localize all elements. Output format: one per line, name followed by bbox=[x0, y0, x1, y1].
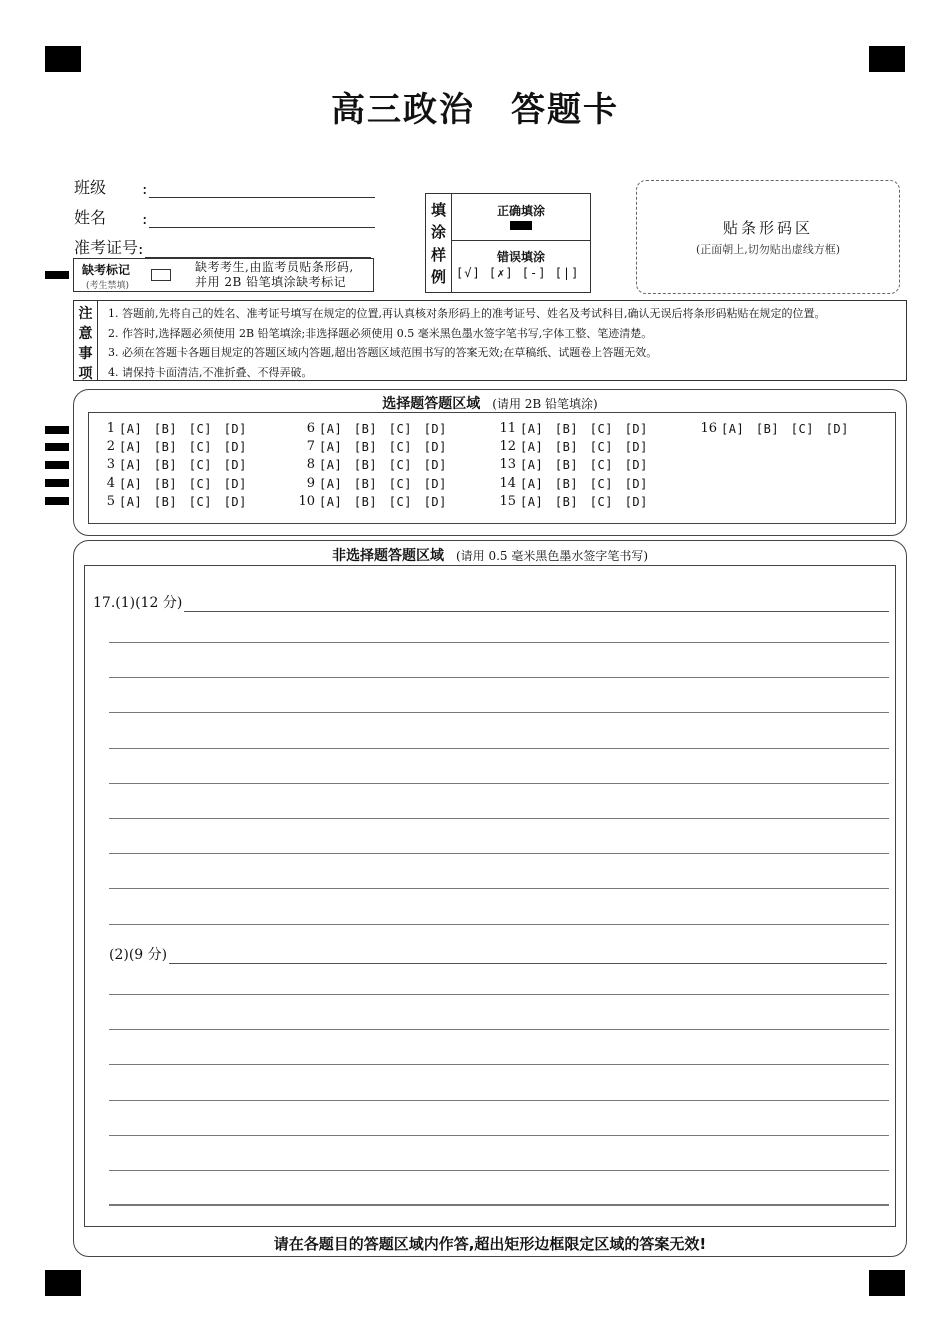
choice-answer-grid bbox=[88, 412, 896, 524]
exam-number-field[interactable]: 准考证号 : bbox=[74, 235, 371, 258]
question-17-part-2-label: (2)(9 分) bbox=[109, 947, 168, 963]
choice-question-row bbox=[295, 456, 447, 474]
question-number: 10 bbox=[298, 493, 315, 509]
question-17-part-1-label: 17.(1)(12 分) bbox=[93, 595, 183, 611]
absent-mark-panel bbox=[73, 258, 374, 292]
question-number: 15 bbox=[499, 493, 516, 509]
answer-options[interactable]: [A] [B] [C] [D] bbox=[319, 422, 447, 436]
title-subject: 高三政治 bbox=[331, 90, 475, 130]
answer-line[interactable] bbox=[109, 712, 889, 713]
choice-section bbox=[73, 389, 907, 536]
question-number: 16 bbox=[700, 421, 717, 436]
essay-footer-warning: 请在各题目的答题区域内作答,超出矩形边框限定区域的答案无效! bbox=[273, 1235, 707, 1253]
choice-question-row bbox=[496, 493, 648, 511]
question-number: 12 bbox=[499, 439, 516, 455]
name-input-line[interactable] bbox=[149, 213, 375, 228]
answer-line[interactable] bbox=[109, 1135, 889, 1136]
question-number: 6 bbox=[306, 421, 315, 436]
answer-line[interactable] bbox=[109, 994, 889, 995]
barcode-subtitle: (正面朝上,切勿贴出虚线方框) bbox=[695, 243, 841, 256]
choice-question-row bbox=[496, 438, 648, 456]
answer-line[interactable] bbox=[109, 1205, 889, 1206]
answer-line[interactable] bbox=[109, 888, 889, 889]
answer-options[interactable]: [A] [B] [C] [D] bbox=[119, 458, 247, 473]
corner-mark-bottom-right bbox=[869, 1270, 905, 1296]
answer-options[interactable]: [A] [B] [C] [D] bbox=[319, 458, 447, 473]
notes-panel bbox=[73, 300, 907, 381]
answer-options[interactable]: [A] [B] [C] [D] bbox=[119, 494, 247, 509]
side-timing-mark bbox=[45, 461, 69, 469]
answer-line[interactable] bbox=[109, 783, 889, 784]
sample-side-label: 填 涂 样 例 bbox=[426, 194, 452, 292]
answer-options[interactable]: [A] [B] [C] [D] bbox=[520, 440, 648, 455]
answer-options[interactable]: [A] [B] [C] [D] bbox=[119, 476, 247, 491]
sample-divider bbox=[452, 240, 590, 241]
choice-question-row bbox=[295, 438, 447, 456]
choice-column bbox=[697, 420, 849, 438]
answer-options[interactable]: [A] [B] [C] [D] bbox=[119, 422, 247, 436]
question-number: 8 bbox=[306, 457, 315, 473]
side-timing-mark bbox=[45, 479, 69, 487]
answer-line[interactable] bbox=[109, 1170, 889, 1171]
correct-fill-example bbox=[510, 221, 532, 230]
answer-line[interactable] bbox=[109, 1029, 889, 1030]
choice-question-row bbox=[496, 475, 648, 493]
corner-mark-top-left bbox=[45, 46, 81, 72]
answer-line[interactable] bbox=[109, 748, 889, 749]
answer-options[interactable]: [A] [B] [C] [D] bbox=[319, 476, 447, 491]
choice-section-title: 选择题答题区域 (请用 2B 铅笔填涂) bbox=[382, 396, 598, 412]
answer-options[interactable]: [A] [B] [C] [D] bbox=[520, 422, 648, 436]
choice-column bbox=[295, 420, 447, 511]
choice-question-row bbox=[697, 420, 849, 438]
answer-line[interactable] bbox=[109, 1100, 889, 1101]
answer-options[interactable]: [A] [B] [C] [D] bbox=[319, 440, 447, 455]
answer-options[interactable]: [A] [B] [C] [D] bbox=[520, 476, 648, 491]
answer-line[interactable] bbox=[109, 642, 889, 643]
title-card: 答题卡 bbox=[511, 90, 619, 130]
question-number: 7 bbox=[306, 439, 315, 455]
barcode-area bbox=[636, 180, 900, 294]
question-number: 1 bbox=[106, 421, 115, 436]
barcode-title: 贴条形码区 bbox=[722, 219, 813, 237]
choice-column bbox=[95, 420, 247, 511]
question-number: 4 bbox=[106, 475, 115, 491]
question-number: 13 bbox=[499, 457, 516, 473]
choice-question-row bbox=[496, 420, 648, 438]
exam-number-input-line[interactable] bbox=[145, 243, 371, 258]
side-timing-mark bbox=[45, 497, 69, 505]
answer-options[interactable]: [A] [B] [C] [D] bbox=[721, 422, 849, 436]
choice-column bbox=[496, 420, 648, 511]
wrong-fill-examples: [√] [✗] [-] [|] bbox=[456, 266, 580, 280]
answer-line[interactable] bbox=[109, 924, 889, 925]
choice-question-row bbox=[95, 493, 247, 511]
fill-sample-panel bbox=[425, 193, 591, 293]
absent-sub: (考生禁填) bbox=[86, 281, 130, 291]
side-timing-mark bbox=[45, 271, 69, 279]
note-item: 4. 请保持卡面清洁,不准折叠、不得弄破。 bbox=[108, 365, 313, 379]
question-number: 2 bbox=[106, 439, 115, 455]
question-number: 5 bbox=[106, 493, 115, 509]
question-number: 14 bbox=[499, 475, 516, 491]
class-input-line[interactable] bbox=[149, 183, 375, 198]
question-17-part-1-header bbox=[93, 592, 889, 612]
corner-mark-top-right bbox=[869, 46, 905, 72]
answer-line[interactable] bbox=[109, 853, 889, 854]
notes-side-label: 注 意 事 项 bbox=[74, 301, 98, 380]
answer-options[interactable]: [A] [B] [C] [D] bbox=[520, 494, 648, 509]
choice-question-row bbox=[496, 456, 648, 474]
choice-question-row bbox=[95, 456, 247, 474]
exam-number-label: 准考证号 bbox=[74, 238, 139, 257]
class-field[interactable]: 班级 : bbox=[74, 175, 375, 198]
choice-question-row bbox=[95, 420, 247, 438]
choice-question-row bbox=[295, 475, 447, 493]
answer-line[interactable] bbox=[109, 677, 889, 678]
question-17-part-2-header bbox=[109, 944, 887, 964]
choice-question-row bbox=[95, 475, 247, 493]
side-timing-mark bbox=[45, 443, 69, 451]
wrong-fill-label: 错误填涂 bbox=[496, 250, 545, 264]
absent-label: 缺考标记 bbox=[82, 263, 131, 277]
choice-question-row bbox=[95, 438, 247, 456]
choice-question-row bbox=[295, 420, 447, 438]
question-number: 3 bbox=[106, 457, 115, 473]
answer-options[interactable]: [A] [B] [C] [D] bbox=[119, 440, 247, 455]
essay-answer-box[interactable] bbox=[84, 565, 896, 1227]
choice-question-row bbox=[295, 493, 447, 511]
corner-mark-bottom-left bbox=[45, 1270, 81, 1296]
side-timing-mark bbox=[45, 426, 69, 434]
answer-line[interactable] bbox=[109, 1064, 889, 1065]
note-item: 3. 必须在答题卡各题目规定的答题区域内答题,超出答题区域范围书写的答案无效;在草稿纸、试题卷上答题无效。 bbox=[108, 346, 658, 359]
class-label: 班级 bbox=[74, 178, 107, 197]
essay-section-title: 非选择题答题区域 (请用 0.5 毫米黑色墨水签字笔书写) bbox=[331, 548, 649, 564]
name-label: 姓名 bbox=[74, 208, 107, 227]
name-field[interactable]: 姓名 : bbox=[74, 205, 375, 228]
answer-options[interactable]: [A] [B] [C] [D] bbox=[319, 494, 447, 509]
question-number: 9 bbox=[306, 475, 315, 491]
answer-line[interactable] bbox=[109, 818, 889, 819]
question-number: 11 bbox=[499, 421, 516, 436]
absent-description: 缺考考生,由监考员贴条形码, 并用 2B 铅笔填涂缺考标记 bbox=[195, 260, 354, 289]
note-item: 2. 作答时,选择题必须使用 2B 铅笔填涂;非选择题必须使用 0.5 毫米黑色墨水签字笔书写,字体工整、笔迹清楚。 bbox=[108, 326, 653, 340]
answer-line[interactable] bbox=[109, 1204, 889, 1205]
page-title bbox=[0, 82, 950, 131]
note-item: 1. 答题前,先将自己的姓名、准考证号填写在规定的位置,再认真核对条形码上的准考证号、姓名及考试科目,确认无误后将条形码粘贴在规定的位置。 bbox=[108, 307, 826, 320]
answer-options[interactable]: [A] [B] [C] [D] bbox=[520, 458, 648, 473]
absent-checkbox[interactable] bbox=[151, 269, 171, 281]
notes-list bbox=[108, 304, 825, 382]
non-choice-section bbox=[73, 540, 907, 1257]
correct-fill-label: 正确填涂 bbox=[496, 204, 545, 218]
